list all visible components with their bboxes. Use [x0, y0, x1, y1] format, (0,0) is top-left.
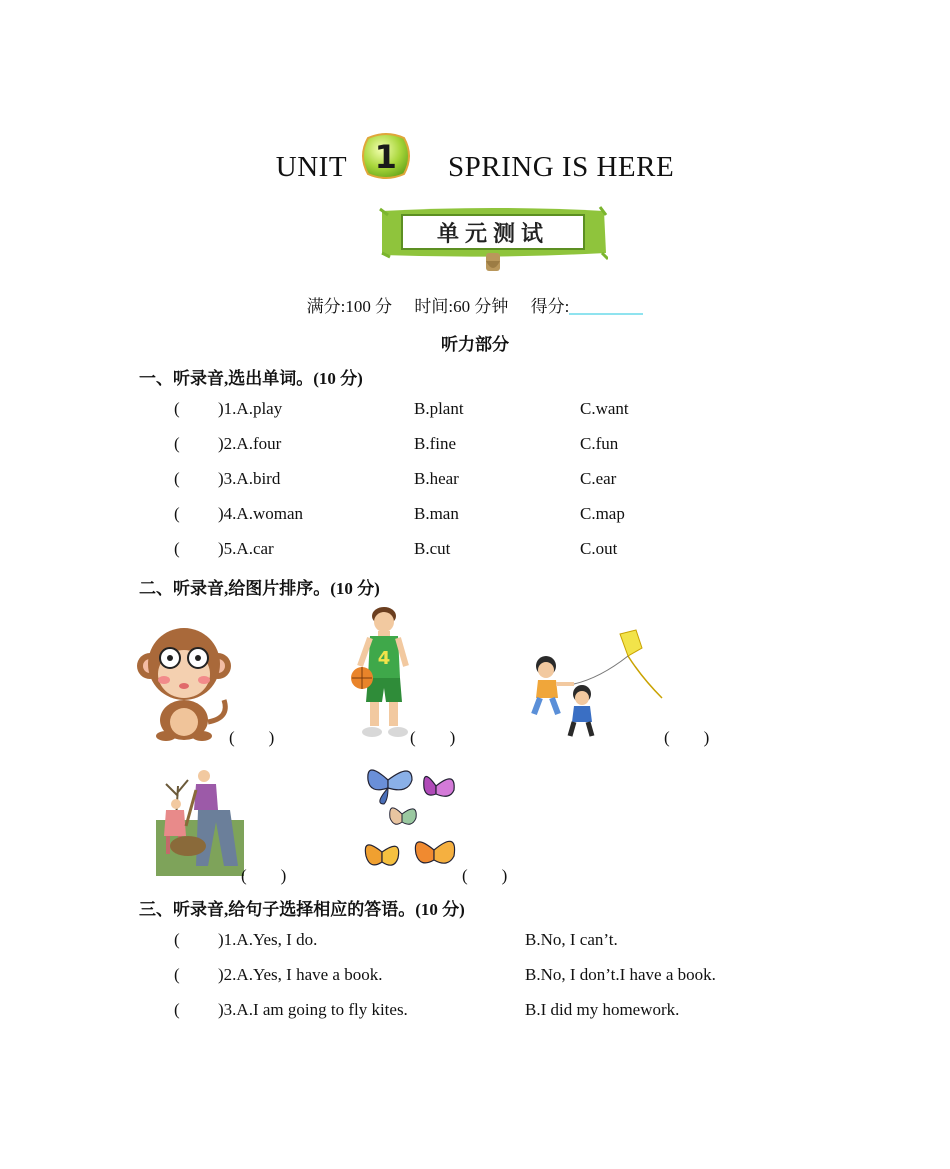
q3-heading: 三、听录音,给句子选择相应的答语。(10 分): [139, 900, 465, 919]
answer-blank[interactable]: (: [174, 434, 180, 453]
picture-answer-blank[interactable]: ( ): [241, 866, 287, 885]
option-b: B.man: [414, 504, 459, 523]
kite-flying-picture: [530, 628, 670, 742]
option-b: B.hear: [414, 469, 459, 488]
option-b: B.cut: [414, 539, 451, 558]
option-c: C.ear: [580, 469, 617, 488]
option-b: B.No, I don’t.I have a book.: [525, 965, 716, 984]
option-a: )5.A.car: [218, 539, 274, 558]
monkey-picture: [136, 622, 232, 742]
option-a: )2.A.Yes, I have a book.: [218, 965, 383, 984]
basketball-player-picture: [348, 604, 414, 740]
tree-planting-picture: [156, 766, 244, 876]
unit-test-banner: [378, 205, 608, 275]
answer-blank[interactable]: (: [174, 469, 180, 488]
svg-text:4: 4: [377, 648, 391, 669]
option-c: C.map: [580, 504, 625, 523]
option-a: )3.A.bird: [218, 469, 281, 488]
unit-number-badge-icon: [360, 132, 412, 180]
option-a: )1.A.play: [218, 399, 283, 418]
option-c: C.want: [580, 399, 629, 418]
unit-number: 1: [374, 138, 398, 176]
answer-blank[interactable]: (: [174, 399, 180, 418]
picture-answer-blank[interactable]: ( ): [462, 866, 508, 885]
option-b: B.plant: [414, 399, 464, 418]
full-score: 满分:100 分: [306, 297, 393, 316]
score-info: [0, 292, 950, 317]
option-b: B.fine: [414, 434, 457, 453]
picture-answer-blank[interactable]: ( ): [229, 728, 275, 747]
answer-blank[interactable]: (: [174, 539, 180, 558]
answer-blank[interactable]: (: [174, 965, 180, 984]
butterflies-picture: [360, 758, 464, 878]
option-a: )2.A.four: [218, 434, 282, 453]
q2-heading: 二、听录音,给图片排序。(10 分): [139, 579, 380, 598]
unit-label: UNIT: [275, 151, 347, 183]
listening-section-title: 听力部分: [441, 335, 509, 354]
unit-name: SPRING IS HERE: [448, 151, 675, 183]
picture-answer-blank[interactable]: ( ): [664, 728, 710, 747]
picture-answer-blank[interactable]: ( ): [410, 728, 456, 747]
option-b: B.No, I can’t.: [525, 930, 618, 949]
answer-blank[interactable]: (: [174, 504, 180, 523]
option-a: )4.A.woman: [218, 504, 303, 523]
q1-heading: 一、听录音,选出单词。(10 分): [139, 369, 363, 388]
banner-text: 单元测试: [436, 222, 550, 247]
score-blank[interactable]: [569, 295, 643, 315]
unit-title: [0, 132, 950, 184]
option-b: B.I did my homework.: [525, 1000, 680, 1019]
option-a: )3.A.I am going to fly kites.: [218, 1000, 408, 1019]
option-a: )1.A.Yes, I do.: [218, 930, 318, 949]
answer-blank[interactable]: (: [174, 930, 180, 949]
score-label: 得分:: [530, 297, 570, 316]
time-limit: 时间:60 分钟: [414, 297, 509, 316]
option-c: C.out: [580, 539, 618, 558]
answer-blank[interactable]: (: [174, 1000, 180, 1019]
option-c: C.fun: [580, 434, 619, 453]
